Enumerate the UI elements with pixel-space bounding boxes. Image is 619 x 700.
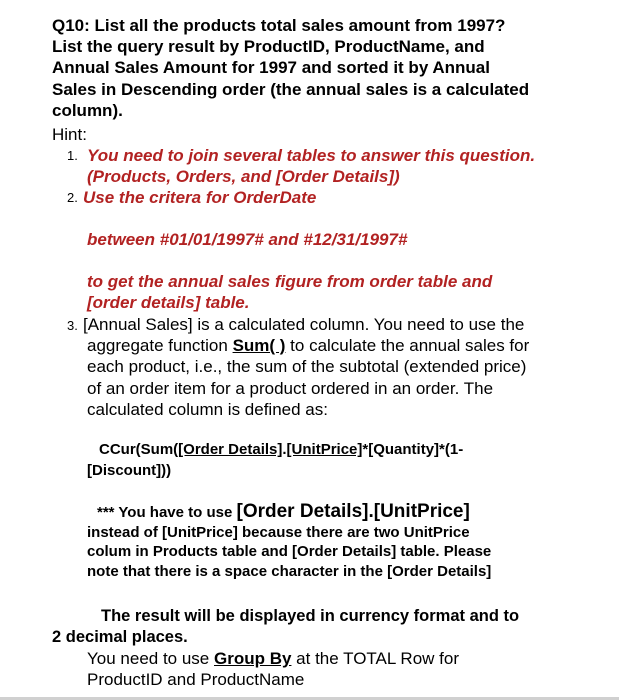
groupby-text: You need to use xyxy=(87,649,214,668)
hint-item-2-cont xyxy=(87,271,587,313)
hint-item-line: of an order item for a product ordered in an order. The xyxy=(87,378,494,398)
note-line: colum in Products table and [Order Details] table. Please xyxy=(87,543,492,560)
hint-label: Hint: xyxy=(52,125,87,144)
question-line: Sales in Descending order (the annual sales is a calculated xyxy=(52,79,530,99)
groupby-line xyxy=(87,648,587,669)
hint-item-line: calculated column is defined as: xyxy=(87,399,328,419)
formula-unitprice: [UnitPrice] xyxy=(286,441,363,458)
result-line: The result will be displayed in currency format and to xyxy=(101,607,520,625)
note-text: *** You have to use xyxy=(97,504,237,521)
hint-item-line: [Annual Sales] is a calculated column. You need to use the xyxy=(83,315,525,334)
formula-line xyxy=(87,440,587,461)
note-line: note that there is a space character in the [Order Details] xyxy=(87,562,492,580)
result-line: 2 decimal places. xyxy=(52,627,188,646)
note-highlight: [Order Details].[UnitPrice] xyxy=(236,501,470,522)
formula-line: [Discount])) xyxy=(87,461,172,479)
text-segment: to calculate the annual sales for xyxy=(285,336,530,356)
list-number: 1. xyxy=(67,148,78,163)
groupby-text: at the TOTAL Row for xyxy=(291,649,460,668)
formula-text: . xyxy=(282,441,287,458)
note-line xyxy=(87,502,587,523)
formula-order-details: [Order Details] xyxy=(178,441,283,458)
note-line: instead of [UnitPrice] because there are two UnitPrice xyxy=(87,523,470,541)
groupby-line: ProductID and ProductName xyxy=(87,670,305,689)
groupby-term: Group By xyxy=(214,649,292,668)
note-block xyxy=(87,502,587,581)
hint-item-line: [order details] table. xyxy=(87,293,250,312)
question-heading xyxy=(52,15,582,121)
hint-item-1 xyxy=(87,145,587,187)
formula-block xyxy=(87,440,587,481)
hint-item-line: (Products, Orders, and [Order Details]) xyxy=(87,167,400,186)
hint-item-line: to get the annual sales figure from order table and xyxy=(87,272,493,291)
question-line: Q10: List all the products total sales amount from 1997? xyxy=(52,16,506,35)
text-segment: aggregate function xyxy=(87,336,233,356)
hint-item-line: each product, i.e., the sum of the subtotal (extended price) xyxy=(87,357,527,377)
hint-item-line xyxy=(83,335,583,356)
list-number: 2. xyxy=(67,190,78,205)
formula-text: *[Quantity]*(1- xyxy=(362,441,464,458)
question-line: Annual Sales Amount for 1997 and sorted it by Annual xyxy=(52,58,490,78)
result-block xyxy=(52,606,592,647)
sum-function: Sum( ) xyxy=(232,336,286,356)
groupby-block xyxy=(87,648,587,690)
hint-item-2 xyxy=(83,187,587,208)
date-criteria: between #01/01/1997# and #12/31/1997# xyxy=(87,230,408,249)
list-number: 3. xyxy=(67,318,78,333)
formula-text: CCur(Sum( xyxy=(99,441,179,458)
question-line: column). xyxy=(52,100,123,120)
hint-item-line: Use the critera for OrderDate xyxy=(83,188,317,207)
hint-item-line: You need to join several tables to answer this question. xyxy=(87,146,536,165)
question-line: List the query result by ProductID, ProductName, and xyxy=(52,37,485,57)
hint-item-3 xyxy=(83,314,583,420)
